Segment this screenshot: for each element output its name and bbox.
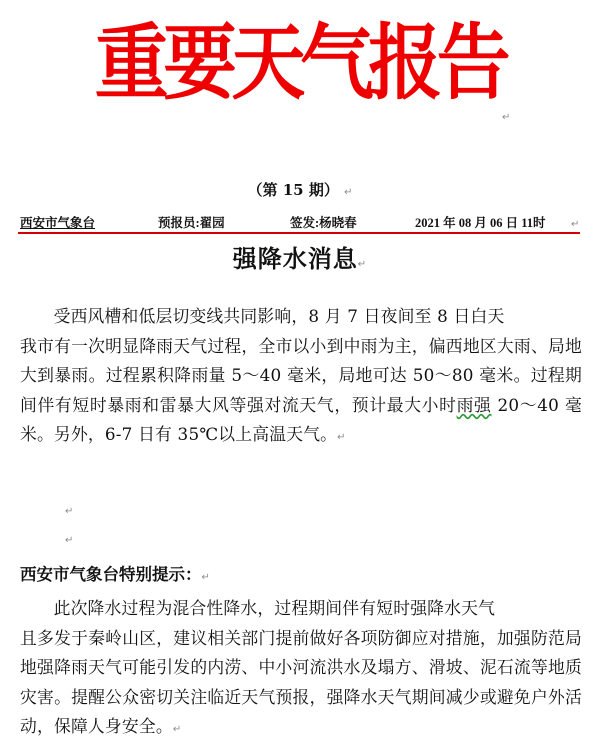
red-divider-line — [18, 232, 580, 234]
headline-text: 强降水消息 — [232, 245, 358, 273]
notice-heading-text: 西安市气象台特别提示： — [20, 565, 202, 584]
special-notice-heading — [20, 562, 580, 591]
paragraph-mark: ↵ — [357, 259, 368, 270]
signer: 签发:杨晓春 — [290, 216, 357, 230]
header-meta-line — [20, 213, 580, 233]
issuing-office: 西安市气象台 — [20, 216, 96, 230]
paragraph-mark: ↵ — [172, 724, 182, 735]
paragraph-mark: ↵ — [201, 572, 210, 583]
issue-number — [0, 178, 600, 205]
paragraph-mark: ↵ — [344, 187, 353, 198]
empty-paragraph-mark: ↵ — [65, 506, 74, 517]
grammar-check-underline: 雨强 — [456, 394, 492, 415]
forecast-first-line: 受西风槽和低层切变线共同影响，8 月 7 日夜间至 8 日白天 — [53, 306, 505, 326]
report-banner-title: 重要天气报告 — [94, 15, 506, 111]
advisory-body: 且多发于秦岭山区，建议相关部门提前做好各项防御应对措施，加强防范局地强降雨天气可能引发的内涝、中小河流洪水及塌方、滑坡、泥石流等地质灾害。提醒公众密切关注临近天气预报，强降水天气期间减少或避免户外活动，保障人身安全。 — [20, 627, 582, 736]
issue-label: （第 15 期） — [247, 181, 339, 199]
paragraph-mark: ↵ — [502, 112, 511, 123]
advisory-first-line: 此次降水过程为混合性降水，过程期间伴有短时强降水天气 — [53, 598, 496, 618]
empty-paragraph-mark: ↵ — [65, 535, 74, 546]
forecast-body-end: 20～40 毫米。另外，6-7 日有 35℃以上高温天气。 — [20, 394, 582, 444]
forecast-body: 我市有一次明显降雨天气过程，全市以小到中雨为主，偏西地区大雨、局地大到暴雨。过程累积降雨量 5～40 毫米，局地可达 50～80 毫米。过程期间伴有短时暴雨和雷暴大风等强对流天气，预计最大小时 — [20, 335, 582, 415]
forecaster: 预报员:翟园 — [158, 216, 225, 230]
advisory-paragraph — [20, 594, 582, 745]
forecast-paragraph — [20, 302, 582, 453]
paragraph-mark: ↵ — [571, 219, 580, 230]
paragraph-mark: ↵ — [337, 432, 346, 443]
headline — [0, 241, 600, 283]
issue-datetime: 2021 年 08 月 06 日 11时 — [415, 216, 546, 230]
